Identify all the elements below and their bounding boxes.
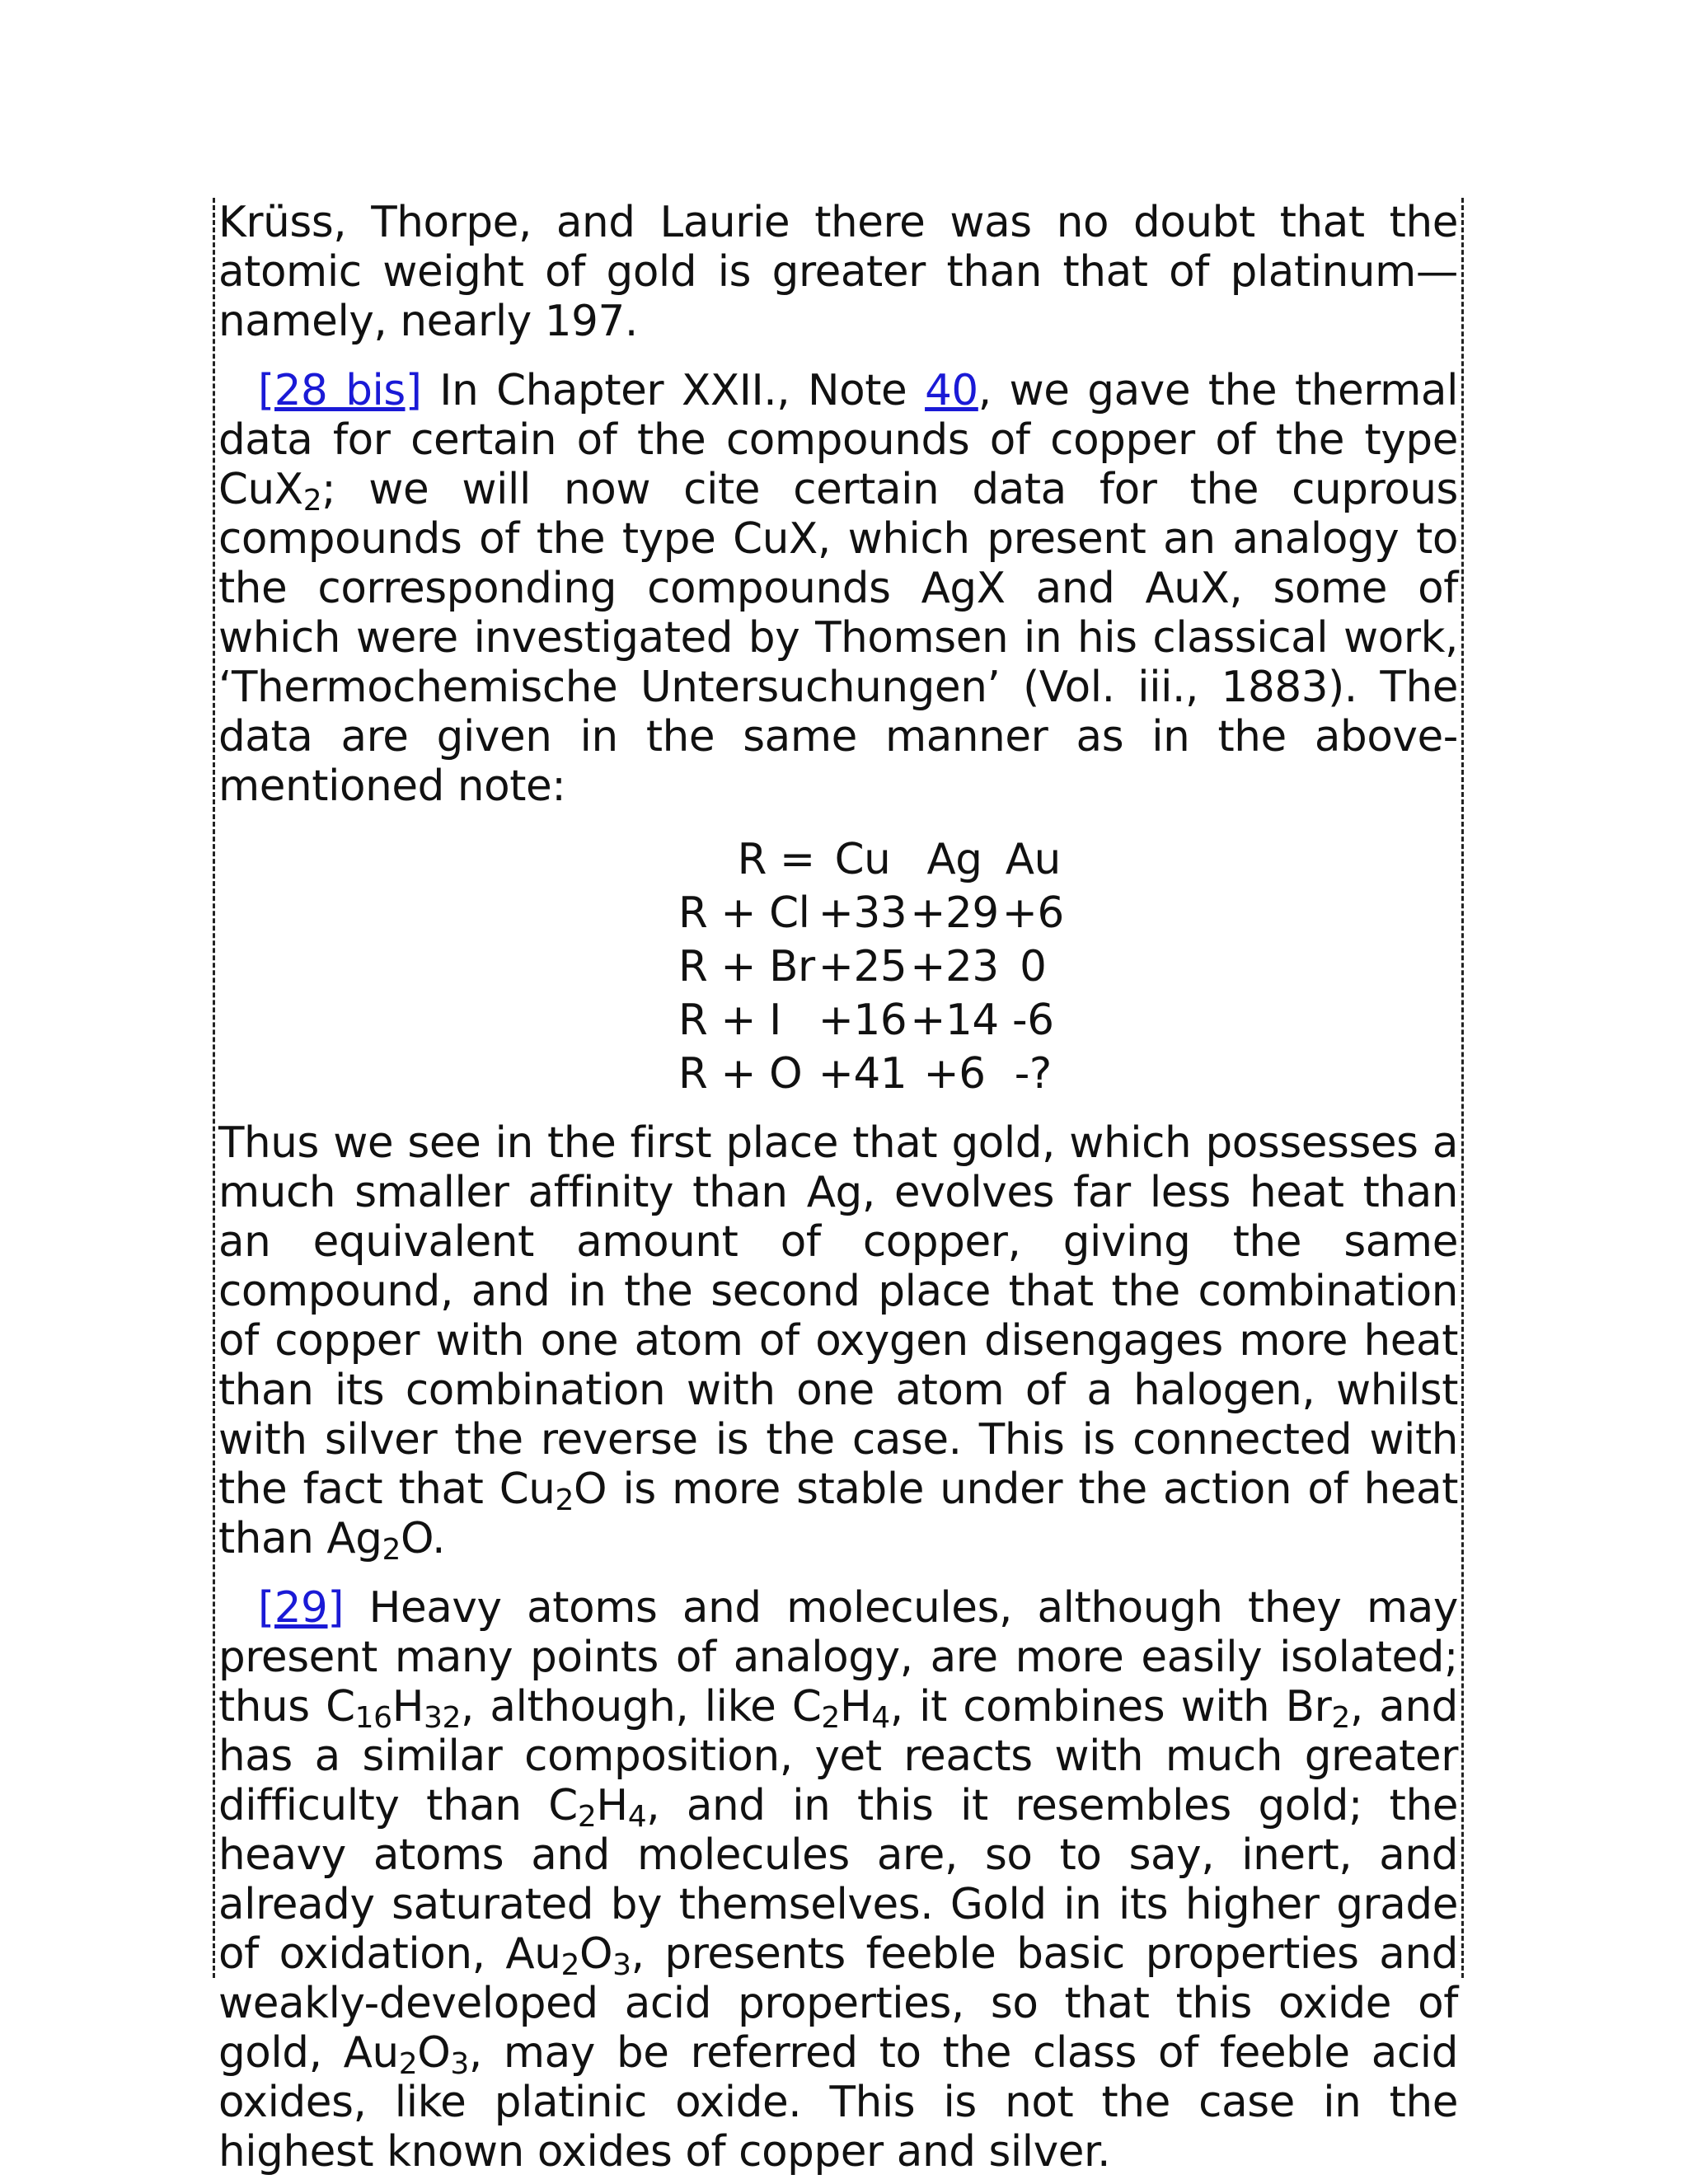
- table-cell: +33: [818, 888, 907, 938]
- note-28-bis-link[interactable]: [28 bis]: [258, 366, 422, 415]
- table-row: [677, 1047, 1066, 1100]
- table-row-label: R + O: [678, 1048, 803, 1099]
- table-cell: +25: [818, 941, 907, 991]
- table-row: [677, 993, 1066, 1047]
- note-28-bis: [28 bis] In Chapter XXII., Note 40, we gave the thermal data for certain of the compounds of copper of the type CuX$_2$; we will now cite certain data for the cuprous compounds of the type CuX, which present an analogy to the corresponding compounds AgX and AuX, some of which were investigated by Thomsen in his classical work, ‘Thermochemische Untersuchungen’ (Vol. iii., 1883). The data are given in the same manner as in the above-mentioned note:: [218, 366, 1458, 811]
- table-row: [677, 886, 1066, 940]
- paragraph-thus: Thus we see in the first place that gold, which possesses a much smaller affinity than Ag, evolves far less heat than an equivalent amount of copper, giving the same compound, and in the second place that the combination of copper with one atom of oxygen disengages more heat than its combination with one atom of a halogen, whilst with silver the reverse is the case. This is connected with the fact that $Cu_2O$ is more stable under the action of heat than $Ag_2O$.: [218, 1118, 1458, 1567]
- table-cell: -6: [1012, 995, 1054, 1045]
- table-cell: +41: [818, 1048, 907, 1099]
- note-29: [29] Heavy atoms and molecules, although they may present many points of analogy, are more easily isolated; thus $C_{16}H_{32}$, although, like $C_2H_4$, it combines with $Br_2$, and has a similar composition, yet reacts with much greater difficulty than $C_2H_4$, and in this it resembles gold; the heavy atoms and molecules are, so to say, inert, and already saturated by themselves. Gold in its higher grade of oxidation, $Au_2O_3$, presents feeble basic properties and weakly-developed acid properties, so that this oxide of gold, $Au_2O_3$, may be referred to the class of feeble acid oxides, like platinic oxide. This is not the case in the highest known oxides of copper and silver.: [218, 1583, 1458, 2177]
- table-header-cell: Cu: [834, 834, 891, 884]
- paragraph-continuation: Krüss, Thorpe, and Laurie there was no doubt that the atomic weight of gold is greater than that of platinum—namely, nearly 197.: [218, 198, 1458, 346]
- table-row-label: R + Cl: [678, 888, 810, 938]
- table-cell: 0: [1020, 941, 1047, 991]
- table-header-cell: Ag: [926, 834, 982, 884]
- table-row-label: R + I: [678, 995, 781, 1045]
- table-cell: +29: [910, 888, 999, 938]
- table-cell: +23: [910, 941, 999, 991]
- note-40-link[interactable]: 40: [925, 366, 978, 415]
- table-cell: +14: [910, 995, 999, 1045]
- table-row-label: R + Br: [678, 941, 815, 991]
- thermochemical-table: [677, 832, 1066, 1100]
- page-body: [213, 198, 1464, 2177]
- table-cell: +6: [1001, 888, 1064, 938]
- table-cell: +16: [818, 995, 907, 1045]
- table-header-row: [677, 832, 1066, 886]
- table-cell: -?: [1014, 1048, 1052, 1099]
- table-header-cell: Au: [1005, 834, 1061, 884]
- table-cell: +6: [923, 1048, 986, 1099]
- table-row: [677, 940, 1066, 993]
- table-header-label: R =: [737, 834, 815, 884]
- note-29-link[interactable]: [29]: [258, 1583, 345, 1633]
